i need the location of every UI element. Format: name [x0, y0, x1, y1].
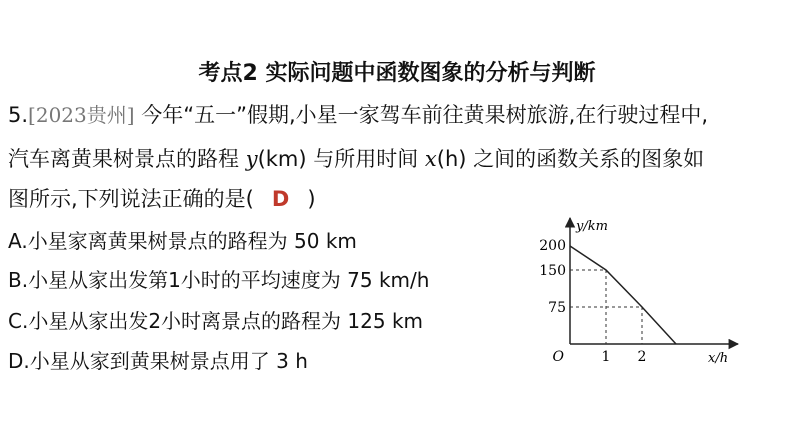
option-d-text: 小星从家到黄果树景点用了 3 h: [29, 349, 308, 373]
question-line-3: [8, 183, 316, 213]
origin-label: O: [552, 349, 564, 365]
question-text-3a: 图所示,下列说法正确的是(: [8, 187, 254, 211]
question-text-2c: (h) 之间的函数关系的图象如: [436, 147, 705, 171]
option-b: [8, 264, 429, 293]
x-tick-1: 1: [601, 349, 611, 365]
function-graph: [520, 210, 760, 370]
question-text-3b: ): [307, 187, 316, 211]
option-d-label: D.: [8, 349, 30, 373]
question-line-2: [8, 143, 704, 173]
option-a-label: A.: [8, 229, 28, 253]
x-tick-2: 2: [637, 349, 647, 365]
variable-x: x: [424, 147, 437, 171]
question-text-1: 今年“五一”假期,小星一家驾车前往黄果树旅游,在行驶过程中,: [141, 103, 709, 127]
option-d: [8, 345, 308, 374]
function-line: [570, 246, 676, 344]
option-b-text: 小星从家出发第1小时的平均速度为 75 km/h: [28, 268, 430, 292]
question-line-1: [8, 99, 708, 129]
option-a-text: 小星家离黄果树景点的路程为 50 km: [27, 229, 357, 253]
question-text-2b: (km) 与所用时间: [257, 147, 425, 171]
y-tick-75: 75: [548, 300, 566, 316]
variable-y: y: [245, 147, 258, 171]
option-c: [8, 305, 423, 334]
y-tick-150: 150: [539, 263, 566, 279]
question-text-2a: 汽车离黄果树景点的路程: [8, 147, 246, 171]
section-heading: 考点2 实际问题中函数图象的分析与判断: [198, 61, 596, 86]
option-a: [8, 225, 357, 254]
question-number: 5.: [8, 103, 29, 127]
x-axis-label: x/h: [708, 351, 729, 366]
question-source: [2023贵州]: [28, 103, 135, 127]
y-axis-label: y/km: [576, 219, 608, 234]
y-tick-200: 200: [539, 238, 566, 254]
option-c-text: 小星从家出发2小时离景点的路程为 125 km: [28, 309, 424, 333]
option-c-label: C.: [8, 309, 29, 333]
answer-text: D: [271, 187, 290, 211]
option-b-label: B.: [8, 268, 29, 292]
